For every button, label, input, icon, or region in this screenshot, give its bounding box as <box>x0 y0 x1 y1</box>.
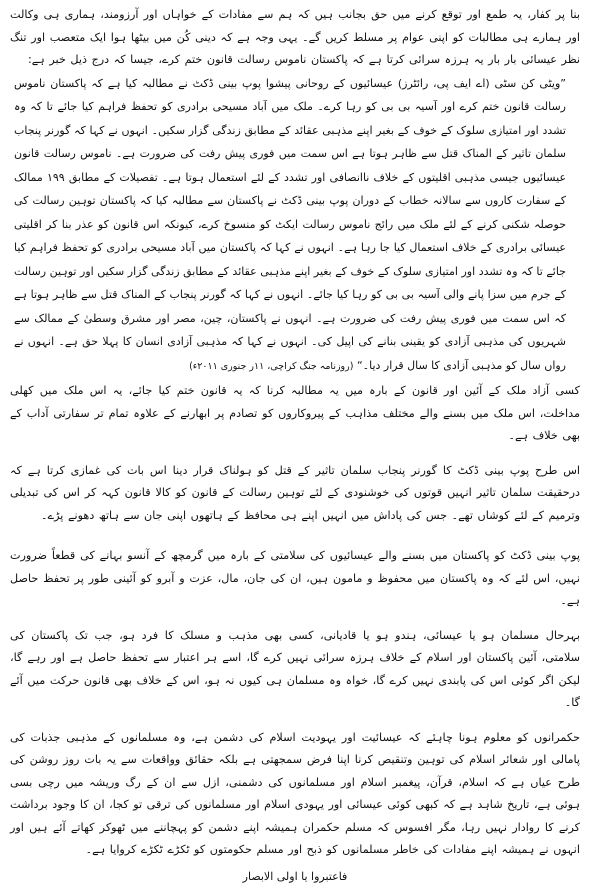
news-citation: (روزنامہ جنگ کراچی، ۱۱ر جنوری ۲۰۱۱ء) <box>189 360 354 372</box>
governor-paragraph: اس طرح پوپ بینی ڈکٹ کا گورنر پنجاب سلمان تاثیر کے قتل کو ہولناک قرار دینا اس بات کی غمازی کرتا ہے کہ درحقیقت سلمان تاثیر انہیں قوتوں کی خوشنودی کے لئے توہین رسالت کے قانون کو کالا قانون کہہ کر اس کی تبدیلی وترمیم کے لئے کوشاں تھے۔ جس کی پاداش میں انہیں اپنے ہی محافظ کے ہاتھوں اپنی جان سے ہاتھ دھونے پڑے۔ <box>10 463 580 522</box>
safety-paragraph: پوپ بینی ڈکٹ کو پاکستان میں بسنے والے عیسائیوں کی سلامتی کے بارہ میں گرمچھ کے آنسو بہانے کی قطعاً ضرورت نہیں، اس لئے کہ وہ پاکستان میں محفوظ و مامون ہیں، ان کی جان، مال، عزت و آبرو کو آئینی طور پر تحفظ حاصل ہے۔ <box>10 549 580 607</box>
rulers-paragraph: حکمرانوں کو معلوم ہونا چاہئے کہ عیسائیت اور یہودیت اسلام کی دشمن ہے، وہ مسلمانوں کے مذہبی جذبات کی پامالی اور شعائر اسلام کی توہین وتنقیص کرنا اپنا فرض سمجھتی ہے بلکہ حقائق وواقعات سے یہ بات روز روشن کی طرح عیاں ہے کہ اسلام، قرآن، پیغمبر اسلام اور مسلمانوں کی دشمنی، ازل سے ان کے رگ وریشہ میں رچی بسی ہوئی ہے، تاریخ شاہد ہے کہ کبھی کوئی عیسائی اور یہودی اسلام اور مسلمانوں کی ترقی تو کجا، ان کا وجود برداشت کرنے کا روادار نہیں رہا، مگر افسوس کہ مسلم حکمران ہمیشہ اپنے دشمن کو پہچاننے میں ٹھوکر کھاتے آئے ہیں اور انہوں نے ہمیشہ اپنے مفادات کی خاطر مسلمانوں کو ذبح اور مسلم حکومتوں کو ٹکڑے ٹکڑے کروایا ہے۔ <box>10 730 580 856</box>
intro-paragraph: بنا پر کفار، یہ طمع اور توقع کرنے میں حق بجانب ہیں کہ ہم سے مفادات کے خواہاں اور آرزومند، ہماری ہی وکالت اور ہمارے ہی مطالبات کو اپنی عوام پر مسلط کریں گے۔ یہی وجہ ہے کہ دینی کُن میں بیٹھا ہوا ایک متعصب اور تنگ نظر عیسائی بار بار یہ ہرزہ سرائی کرتا ہے کہ پاکستان ناموس رسالت قانون ختم کرے، جیسا کہ درج ذیل خبر ہے: <box>10 8 580 66</box>
interference-paragraph: کسی آزاد ملک کے آئین اور قانون کے بارہ میں یہ مطالبہ کرنا کہ یہ قانون ختم کیا جائے، یہ اس ملک میں کھلی مداخلت، اس ملک میں بسنے والے مختلف مذاہب کے پیروکاروں کو تصادم پر ابھارنے کے علاوہ تمام تر سفارتی آداب کے بھی خلاف ہے۔ <box>10 384 580 442</box>
closing-line: فاعتبروا یا اولی الابصار <box>242 869 348 883</box>
law-paragraph: بہرحال مسلمان ہو یا عیسائی، ہندو ہو یا قادیانی، کسی بھی مذہب و مسلک کا فرد ہو، جب تک پاکستان کی سلامتی، آئین پاکستان اور اسلام کے خلاف ہرزہ سرائی نہیں کرے گا، اسے ہر اعتبار سے تحفظ حاصل ہے اور رہے گا، لیکن اگر کوئی اس کی پابندی نہیں کرے گا، خواہ وہ مسلمان ہی کیوں نہ ہو، اس کے خلاف بھی قانون حرکت میں آئے گا۔ <box>10 628 580 709</box>
news-quote <box>10 72 580 379</box>
news-quote-text: ”ویٹی کن سٹی (اے ایف پی، رائٹرز) عیسائیوں کے روحانی پیشوا پوپ بینی ڈکٹ نے مطالبہ کیا ہے کہ پاکستان ناموس رسالت قانون ختم کرے اور آسیہ بی بی کو رہا کرے۔ ملک میں آباد مسیحی برادری کو تحفظ فراہم کیا جائے تا کہ وہ تشدد اور امتیازی سلوک کے خوف کے بغیر اپنے مذہبی عقائد کے مطابق زندگی گزار سکیں۔ انہوں نے کہا کہ گورنر پنجاب سلمان تاثیر کے المناک قتل سے ظاہر ہوتا ہے اس سمت میں فوری پیش رفت کی ضرورت ہے۔ ناموس رسالت قانون عیسائیوں جیسی مذہبی اقلیتوں کے خلاف ناانصافی اور تشدد کے لئے استعمال ہوتا ہے۔ تفصیلات کے مطابق ۱۹۹ ممالک کے سفارت کاروں سے سالانہ خطاب کے دوران پوپ بینی ڈکٹ نے پاکستان سے مطالبہ کیا کہ پاکستان توہین رسالت کی حوصلہ شکنی کرنے کے لئے ملک میں رائج ناموس رسالت ایکٹ کو منسوخ کرے، کیونکہ اس قانون کو عذر بنا کر اقلیتی عیسائی برادری کے خلاف استعمال کیا جا رہا ہے۔ انہوں نے کہا کہ پاکستان میں آباد مسیحی برادری کو تحفظ فراہم کیا جائے تا کہ وہ تشدد اور امتیازی سلوک کے خوف کے بغیر اپنے مذہبی عقائد کے مطابق زندگی گزار سکیں اور توہین رسالت کے جرم میں سزا پانے والی آسیہ بی بی کو رہا کیا جائے۔ انہوں نے کہا کہ گورنر پنجاب کے المناک قتل سے ظاہر ہوتا ہے کہ اس سمت میں فوری پیش رفت کی ضرورت ہے۔ انہوں نے پاکستان، چین، مصر اور مشرق وسطیٰ کے ممالک سے شہریوں کی مذہبی آزادی کو یقینی بنانے کی اپیل کی۔ انہوں نے کہا کہ مذہبی آزادی انسان کا پہلا حق ہے۔ انہوں نے رواں سال کو مذہبی آزادی کا سال قرار دیا۔“ <box>14 76 567 372</box>
